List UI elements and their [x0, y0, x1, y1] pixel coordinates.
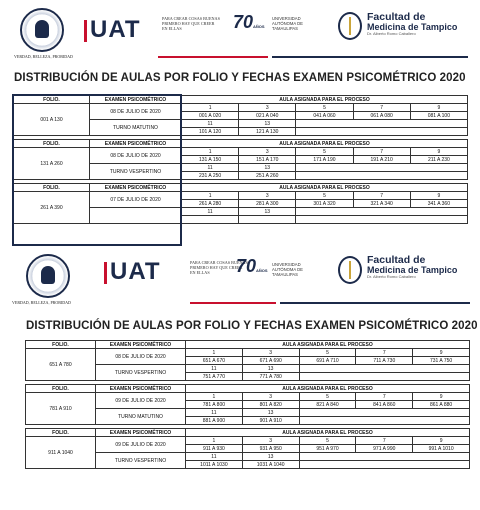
exam-date: 09 DE JULIO DE 2020 — [96, 437, 186, 453]
folio-range-cell: 881 A 900 — [186, 417, 243, 425]
empty-cell — [296, 164, 468, 172]
aula-number: 3 — [242, 393, 299, 401]
folio-range-cell: 901 A 910 — [242, 417, 299, 425]
header-rule-red — [158, 56, 268, 58]
aula-number: 9 — [410, 104, 467, 112]
aula-number: 9 — [413, 437, 470, 445]
folio-range-cell: 151 A 170 — [239, 156, 296, 164]
aula-number: 13 — [242, 453, 299, 461]
folio-range-cell: 651 A 670 — [186, 357, 243, 365]
folio-range-cell: 771 A 780 — [242, 373, 299, 381]
folio-range-cell: 751 A 770 — [186, 373, 243, 381]
university-seal-icon — [20, 8, 64, 52]
header-rule-navy — [272, 56, 468, 58]
table-row — [26, 393, 470, 401]
empty-cell — [299, 373, 469, 381]
exam-header: EXAMEN PSICOMÉTRICO — [90, 140, 182, 148]
folio-range-cell: 821 A 840 — [299, 401, 356, 409]
empty-cell — [296, 128, 468, 136]
empty-cell — [296, 120, 468, 128]
folio-range-cell: 231 A 250 — [182, 172, 239, 180]
aula-number: 1 — [182, 104, 239, 112]
slogan: PARA CREAR COSAS BUENAS PRIMERO HAY QUE CREER EN ELLAS — [162, 16, 220, 32]
aula-number: 1 — [186, 349, 243, 357]
table-header-row — [26, 341, 470, 349]
header-rule-navy — [280, 302, 470, 304]
table-row — [14, 104, 468, 112]
uat-bar — [104, 262, 107, 284]
aula-number: 3 — [242, 349, 299, 357]
page-header — [0, 0, 480, 59]
folio-range-cell: 1031 A 1040 — [242, 461, 299, 469]
faculty-line-3: Dr. Alberto Romo Caballero — [367, 31, 416, 36]
aula-number: 5 — [299, 437, 356, 445]
exam-header: EXAMEN PSICOMÉTRICO — [96, 385, 186, 393]
folio-header: FOLIO. — [14, 96, 90, 104]
aula-number: 7 — [356, 349, 413, 357]
aula-number: 11 — [182, 208, 239, 216]
folio-range-cell: 261 A 280 — [182, 200, 239, 208]
aula-number: 11 — [186, 453, 243, 461]
folio-range: 911 A 1040 — [26, 437, 96, 469]
folio-header: FOLIO. — [14, 184, 90, 192]
aula-number: 7 — [356, 437, 413, 445]
aula-number: 13 — [239, 164, 296, 172]
aula-number: 11 — [186, 365, 243, 373]
header-rule-red — [190, 302, 276, 304]
folio-range-cell: 301 A 320 — [296, 200, 353, 208]
aula-number: 7 — [356, 393, 413, 401]
aula-number: 13 — [242, 409, 299, 417]
folio-range-cell: 951 A 970 — [299, 445, 356, 453]
anniversary-number: 70 — [236, 256, 257, 276]
aula-number: 1 — [182, 192, 239, 200]
aula-number: 3 — [239, 148, 296, 156]
uat-bar — [84, 20, 87, 42]
aula-number: 3 — [242, 437, 299, 445]
aula-number: 5 — [296, 192, 353, 200]
aula-number: 1 — [186, 393, 243, 401]
anniversary-logo — [233, 12, 265, 33]
distribution-table — [25, 340, 470, 469]
folio-range-cell: 971 A 990 — [356, 445, 413, 453]
exam-header: EXAMEN PSICOMÉTRICO — [96, 429, 186, 437]
folio-range: 651 A 780 — [26, 349, 96, 381]
faculty-logo — [367, 12, 457, 36]
table-row — [26, 437, 470, 445]
anniversary-sub: AÑOS — [253, 24, 265, 29]
table-row — [14, 192, 468, 200]
table-header-row — [14, 184, 468, 192]
exam-shift — [90, 208, 182, 224]
empty-cell — [299, 409, 469, 417]
folio-range-cell: 671 A 690 — [242, 357, 299, 365]
aula-number: 7 — [353, 104, 410, 112]
aula-number: 11 — [186, 409, 243, 417]
faculty-line-1: Facultad de — [367, 11, 426, 23]
aula-number: 1 — [186, 437, 243, 445]
table-header-row — [26, 385, 470, 393]
folio-range-cell: 001 A 020 — [182, 112, 239, 120]
folio-range-cell: 281 A 300 — [239, 200, 296, 208]
faculty-line-2: Medicina de Tampico — [367, 22, 458, 32]
caduceus-icon — [338, 256, 362, 284]
folio-range-cell: 121 A 130 — [239, 128, 296, 136]
table-row — [26, 349, 470, 357]
aula-number: 5 — [296, 104, 353, 112]
aula-number: 9 — [410, 192, 467, 200]
empty-cell — [299, 417, 469, 425]
folio-range-cell: 691 A 710 — [299, 357, 356, 365]
folio-range-cell: 991 A 1010 — [413, 445, 470, 453]
empty-cell — [296, 208, 468, 216]
aula-number: 9 — [413, 349, 470, 357]
exam-date: 09 DE JULIO DE 2020 — [96, 393, 186, 409]
aula-number: 5 — [299, 349, 356, 357]
folio-range-cell: 251 A 260 — [239, 172, 296, 180]
folio-range-cell: 801 A 820 — [242, 401, 299, 409]
folio-range-cell: 911 A 930 — [186, 445, 243, 453]
aula-number: 3 — [239, 192, 296, 200]
folio-range-cell: 171 A 190 — [296, 156, 353, 164]
folio-range-cell: 931 A 950 — [242, 445, 299, 453]
folio-header: FOLIO. — [26, 429, 96, 437]
aula-number: 11 — [182, 164, 239, 172]
distribution-table — [13, 95, 468, 224]
folio-range-cell: 731 A 750 — [413, 357, 470, 365]
folio-range-cell: 191 A 210 — [353, 156, 410, 164]
exam-shift: TURNO VESPERTINO — [90, 164, 182, 180]
aula-number: 9 — [413, 393, 470, 401]
aula-number: 1 — [182, 148, 239, 156]
folio-range-cell: 101 A 120 — [182, 128, 239, 136]
exam-date: 07 DE JULIO DE 2020 — [90, 192, 182, 208]
exam-shift: TURNO VESPERTINO — [96, 453, 186, 469]
folio-header: FOLIO. — [26, 341, 96, 349]
aula-header: AULA ASIGNADA PARA EL PROCESO — [186, 429, 470, 437]
folio-range-cell: 211 A 230 — [410, 156, 467, 164]
exam-header: EXAMEN PSICOMÉTRICO — [90, 96, 182, 104]
aula-number: 7 — [353, 192, 410, 200]
folio-range: 261 A 390 — [14, 192, 90, 224]
exam-header: EXAMEN PSICOMÉTRICO — [96, 341, 186, 349]
aula-number: 13 — [242, 365, 299, 373]
slogan: PARA CREAR COSAS BUENAS PRIMERO HAY QUE CREER EN ELLAS — [190, 260, 248, 276]
folio-header: FOLIO. — [26, 385, 96, 393]
empty-cell — [296, 172, 468, 180]
aula-number: 13 — [239, 208, 296, 216]
table-header-row — [14, 140, 468, 148]
faculty-line-2: Medicina de Tampico — [367, 265, 458, 275]
exam-header: EXAMEN PSICOMÉTRICO — [90, 184, 182, 192]
aula-header: AULA ASIGNADA PARA EL PROCESO — [186, 341, 470, 349]
aula-header: AULA ASIGNADA PARA EL PROCESO — [182, 140, 468, 148]
empty-cell — [299, 365, 469, 373]
folio-range-cell: 021 A 040 — [239, 112, 296, 120]
folio-range: 781 A 910 — [26, 393, 96, 425]
empty-cell — [299, 453, 469, 461]
folio-range-cell: 131 A 150 — [182, 156, 239, 164]
aula-number: 5 — [296, 148, 353, 156]
folio-range-cell: 321 A 340 — [353, 200, 410, 208]
aula-number: 3 — [239, 104, 296, 112]
faculty-line-3: Dr. Alberto Romo Caballero — [367, 274, 416, 279]
empty-cell — [296, 216, 468, 224]
folio-range-cell: 081 A 100 — [410, 112, 467, 120]
aula-header: AULA ASIGNADA PARA EL PROCESO — [186, 385, 470, 393]
page-header — [0, 252, 480, 308]
exam-shift: TURNO MATUTINO — [90, 120, 182, 136]
folio-range-cell: 781 A 800 — [186, 401, 243, 409]
aula-number: 7 — [353, 148, 410, 156]
folio-range-cell — [182, 216, 239, 224]
table-row — [14, 148, 468, 156]
uat-logo: UAT — [90, 16, 141, 43]
aula-number: 5 — [299, 393, 356, 401]
page-title: DISTRIBUCIÓN DE AULAS POR FOLIO Y FECHAS EXAMEN PSICOMÉTRICO 2020 — [14, 72, 466, 84]
folio-range-cell: 841 A 860 — [356, 401, 413, 409]
seal-caption: VERDAD, BELLEZA, PROBIDAD — [12, 300, 71, 305]
anniversary-number: 70 — [233, 12, 254, 32]
table-header-row — [26, 429, 470, 437]
aula-header: AULA ASIGNADA PARA EL PROCESO — [182, 184, 468, 192]
exam-shift: TURNO MATUTINO — [96, 409, 186, 425]
university-name: UNIVERSIDAD AUTÓNOMA DE TAMAULIPAS — [272, 16, 303, 31]
folio-range-cell: 041 A 060 — [296, 112, 353, 120]
anniversary-logo — [236, 256, 268, 277]
aula-header: AULA ASIGNADA PARA EL PROCESO — [182, 96, 468, 104]
faculty-logo — [367, 255, 457, 279]
caduceus-icon — [338, 12, 362, 40]
folio-range-cell: 861 A 880 — [413, 401, 470, 409]
exam-date: 08 DE JULIO DE 2020 — [96, 349, 186, 365]
folio-range-cell: 341 A 360 — [410, 200, 467, 208]
folio-range-cell: 711 A 730 — [356, 357, 413, 365]
folio-range-cell — [239, 216, 296, 224]
exam-date: 08 DE JULIO DE 2020 — [90, 148, 182, 164]
seal-caption: VERDAD, BELLEZA, PROBIDAD — [14, 54, 73, 59]
folio-range: 131 A 260 — [14, 148, 90, 180]
empty-cell — [299, 461, 469, 469]
university-seal-icon — [26, 254, 70, 298]
aula-number: 11 — [182, 120, 239, 128]
folio-range-cell: 1011 A 1030 — [186, 461, 243, 469]
university-name: UNIVERSIDAD AUTÓNOMA DE TAMAULIPAS — [272, 262, 303, 277]
faculty-line-1: Facultad de — [367, 254, 426, 266]
folio-header: FOLIO. — [14, 140, 90, 148]
aula-number: 13 — [239, 120, 296, 128]
exam-shift: TURNO VESPERTINO — [96, 365, 186, 381]
exam-date: 08 DE JULIO DE 2020 — [90, 104, 182, 120]
aula-number: 9 — [410, 148, 467, 156]
anniversary-sub: AÑOS — [256, 268, 268, 273]
table-header-row — [14, 96, 468, 104]
page-title: DISTRIBUCIÓN DE AULAS POR FOLIO Y FECHAS EXAMEN PSICOMÉTRICO 2020 — [26, 320, 478, 332]
document-page-2 — [0, 252, 480, 510]
folio-range: 001 A 130 — [14, 104, 90, 136]
folio-range-cell: 061 A 080 — [353, 112, 410, 120]
document-page-1 — [0, 0, 480, 252]
uat-logo: UAT — [110, 258, 161, 285]
